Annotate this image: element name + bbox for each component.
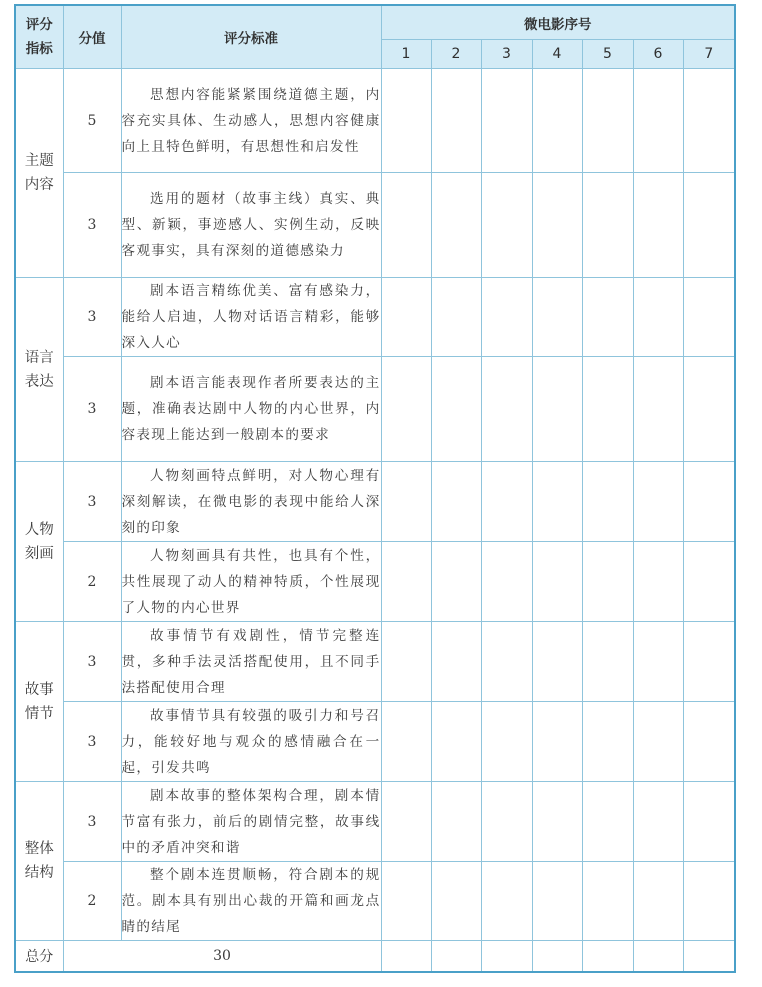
rating-cell[interactable] — [431, 278, 481, 357]
total-rating-cell[interactable] — [532, 941, 582, 973]
rating-cell[interactable] — [381, 357, 431, 462]
film-number: 6 — [633, 40, 683, 69]
rating-cell[interactable] — [683, 782, 735, 862]
rating-cell[interactable] — [582, 69, 633, 173]
header-film-no: 微电影序号 — [381, 5, 735, 40]
rating-cell[interactable] — [381, 782, 431, 862]
score-cell: 3 — [63, 622, 121, 702]
criterion-text: 剧本语言精练优美、富有感染力，能给人启迪，人物对话语言精彩，能够深入人心 — [121, 278, 381, 357]
scoring-rubric-table — [14, 4, 736, 973]
header-indicator — [15, 5, 63, 69]
score-cell: 3 — [63, 278, 121, 357]
category-line2: 表达 — [24, 373, 54, 390]
film-number: 1 — [381, 40, 431, 69]
criterion-text: 剧本故事的整体架构合理，剧本情节富有张力，前后的剧情完整，故事线中的矛盾冲突和谐 — [121, 782, 381, 862]
rating-cell[interactable] — [532, 782, 582, 862]
category-cell — [15, 622, 63, 782]
rating-cell[interactable] — [683, 542, 735, 622]
rating-cell[interactable] — [532, 173, 582, 278]
category-line1: 语言 — [24, 349, 54, 366]
category-line2: 内容 — [24, 177, 54, 193]
rating-cell[interactable] — [683, 173, 735, 278]
criterion-text: 故事情节有戏剧性，情节完整连贯，多种手法灵活搭配使用，且不同手法搭配使用合理 — [121, 622, 381, 702]
total-label: 总分 — [15, 941, 63, 973]
rating-cell[interactable] — [431, 462, 481, 542]
rating-cell[interactable] — [633, 862, 683, 941]
film-number: 4 — [532, 40, 582, 69]
total-rating-cell[interactable] — [431, 941, 481, 973]
category-line2: 刻画 — [24, 545, 54, 562]
rating-cell[interactable] — [633, 357, 683, 462]
category-line2: 结构 — [24, 865, 54, 881]
header-score: 分值 — [63, 5, 121, 69]
rating-cell[interactable] — [532, 357, 582, 462]
rating-cell[interactable] — [431, 69, 481, 173]
rating-cell[interactable] — [633, 622, 683, 702]
category-cell — [15, 278, 63, 462]
rating-cell[interactable] — [431, 702, 481, 782]
rating-cell[interactable] — [532, 702, 582, 782]
rating-cell[interactable] — [532, 542, 582, 622]
rating-cell[interactable] — [532, 862, 582, 941]
rating-cell[interactable] — [633, 782, 683, 862]
rating-cell[interactable] — [481, 622, 532, 702]
rating-cell[interactable] — [532, 622, 582, 702]
rating-cell[interactable] — [381, 622, 431, 702]
rating-cell[interactable] — [431, 542, 481, 622]
rating-cell[interactable] — [381, 862, 431, 941]
rating-cell[interactable] — [582, 782, 633, 862]
category-line1: 人物 — [24, 521, 54, 538]
rating-cell[interactable] — [582, 862, 633, 941]
total-rating-cell[interactable] — [481, 941, 532, 973]
rating-cell[interactable] — [582, 278, 633, 357]
rating-cell[interactable] — [633, 278, 683, 357]
score-cell: 2 — [63, 542, 121, 622]
criterion-text: 人物刻画具有共性，也具有个性，共性展现了动人的精神特质，个性展现了人物的内心世界 — [121, 542, 381, 622]
total-rating-cell[interactable] — [381, 941, 431, 973]
rating-cell[interactable] — [582, 702, 633, 782]
rating-cell[interactable] — [633, 462, 683, 542]
category-line2: 情节 — [24, 705, 54, 722]
rating-cell[interactable] — [481, 278, 532, 357]
total-rating-cell[interactable] — [582, 941, 633, 973]
rating-cell[interactable] — [431, 173, 481, 278]
header-indicator-line2: 指标 — [25, 41, 53, 57]
criterion-text: 故事情节具有较强的吸引力和号召力，能较好地与观众的感情融合在一起，引发共鸣 — [121, 702, 381, 782]
rating-cell[interactable] — [633, 69, 683, 173]
rating-cell[interactable] — [633, 173, 683, 278]
score-cell: 3 — [63, 462, 121, 542]
film-number: 5 — [582, 40, 633, 69]
criterion-text: 思想内容能紧紧围绕道德主题，内容充实具体、生动感人，思想内容健康向上且特色鲜明，有思想性和启发性 — [121, 69, 381, 173]
rating-cell[interactable] — [683, 278, 735, 357]
category-cell — [15, 782, 63, 941]
rating-cell[interactable] — [481, 69, 532, 173]
rating-cell[interactable] — [683, 69, 735, 173]
rating-cell[interactable] — [481, 782, 532, 862]
rating-cell[interactable] — [431, 622, 481, 702]
rating-cell[interactable] — [582, 622, 633, 702]
score-cell: 3 — [63, 782, 121, 862]
score-cell: 3 — [63, 173, 121, 278]
rating-cell[interactable] — [582, 357, 633, 462]
rating-cell[interactable] — [683, 862, 735, 941]
category-cell — [15, 69, 63, 278]
rating-cell[interactable] — [532, 462, 582, 542]
criterion-text: 剧本语言能表现作者所要表达的主题，准确表达剧中人物的内心世界，内容表现上能达到一般剧本的要求 — [121, 357, 381, 462]
rating-cell[interactable] — [431, 862, 481, 941]
score-cell: 2 — [63, 862, 121, 941]
rating-cell[interactable] — [381, 173, 431, 278]
film-number: 7 — [683, 40, 735, 69]
category-cell — [15, 462, 63, 622]
rating-cell[interactable] — [381, 69, 431, 173]
criterion-text: 整个剧本连贯顺畅，符合剧本的规范。剧本具有别出心裁的开篇和画龙点睛的结尾 — [121, 862, 381, 941]
score-cell: 5 — [63, 69, 121, 173]
rating-cell[interactable] — [481, 862, 532, 941]
rating-cell[interactable] — [683, 357, 735, 462]
rating-cell[interactable] — [683, 462, 735, 542]
score-cell: 3 — [63, 357, 121, 462]
header-standard: 评分标准 — [121, 5, 381, 69]
criterion-text: 选用的题材（故事主线）真实、典型、新颖，事迹感人、实例生动，反映客观事实，具有深刻的道德感染力 — [121, 173, 381, 278]
film-number: 3 — [481, 40, 532, 69]
rating-cell[interactable] — [633, 702, 683, 782]
category-line1: 主题 — [24, 153, 54, 169]
rating-cell[interactable] — [683, 622, 735, 702]
rating-cell[interactable] — [381, 542, 431, 622]
rating-cell[interactable] — [683, 702, 735, 782]
header-indicator-line1: 评分 — [25, 17, 53, 33]
rating-cell[interactable] — [381, 702, 431, 782]
rating-cell[interactable] — [481, 357, 532, 462]
category-line1: 故事 — [24, 681, 54, 698]
criterion-text: 人物刻画特点鲜明，对人物心理有深刻解读，在微电影的表现中能给人深刻的印象 — [121, 462, 381, 542]
category-line1: 整体 — [24, 841, 54, 857]
rating-cell[interactable] — [582, 542, 633, 622]
total-value: 30 — [63, 941, 381, 973]
score-cell: 3 — [63, 702, 121, 782]
rating-cell[interactable] — [532, 69, 582, 173]
total-rating-cell[interactable] — [633, 941, 683, 973]
rating-cell[interactable] — [481, 702, 532, 782]
rating-cell[interactable] — [481, 542, 532, 622]
rating-cell[interactable] — [633, 542, 683, 622]
rating-cell[interactable] — [582, 462, 633, 542]
rating-cell[interactable] — [381, 462, 431, 542]
total-rating-cell[interactable] — [683, 941, 735, 973]
rating-cell[interactable] — [481, 173, 532, 278]
rating-cell[interactable] — [481, 462, 532, 542]
film-number: 2 — [431, 40, 481, 69]
rating-cell[interactable] — [532, 278, 582, 357]
rating-cell[interactable] — [582, 173, 633, 278]
rating-cell[interactable] — [431, 782, 481, 862]
rating-cell[interactable] — [381, 278, 431, 357]
rating-cell[interactable] — [431, 357, 481, 462]
